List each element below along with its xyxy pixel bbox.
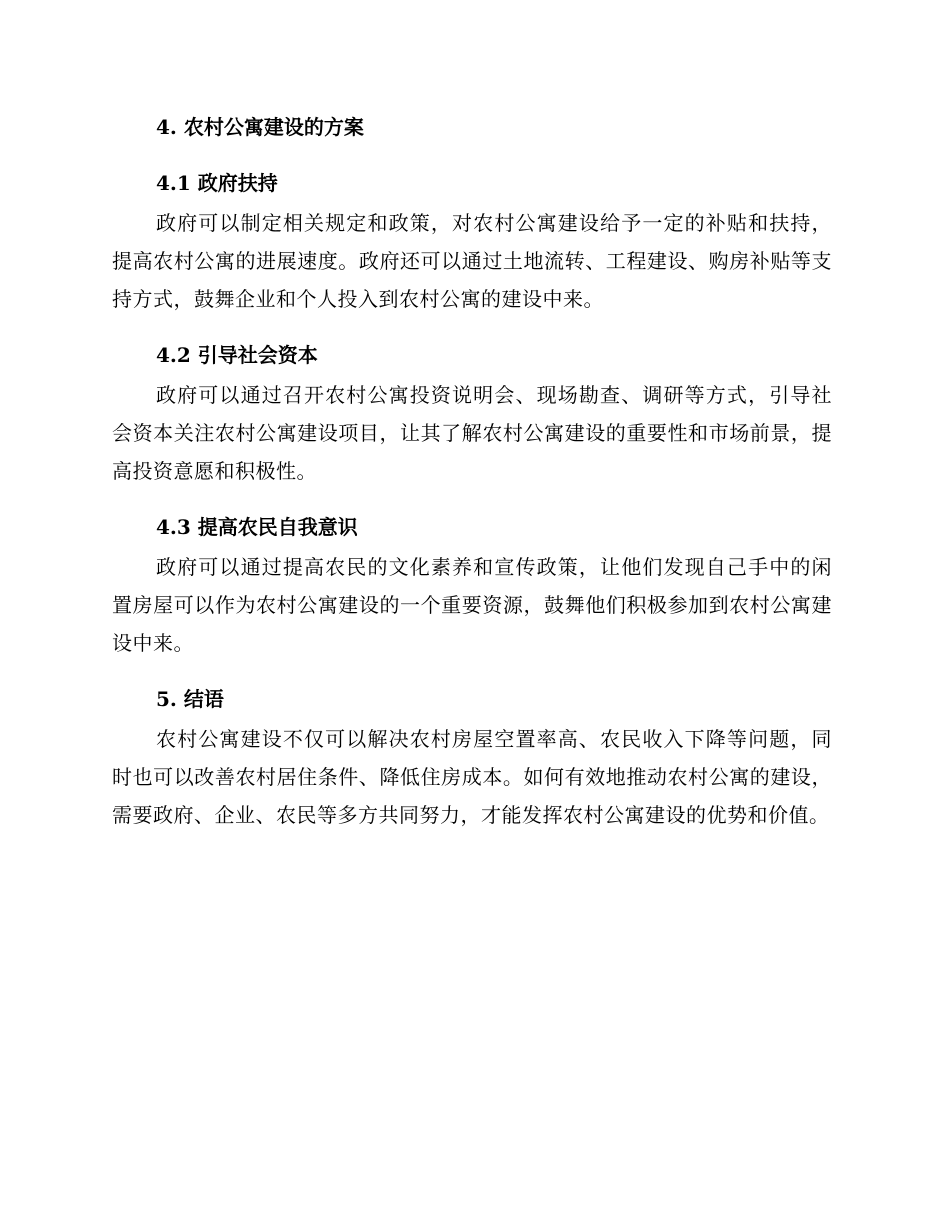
section-heading-4: 4. 农村公寓建设的方案 [156,115,364,139]
section-heading-4-2: 4.2 引导社会资本 [156,343,318,367]
section-heading-4-1: 4.1 政府扶持 [156,171,278,195]
section-heading-5: 5. 结语 [156,687,224,711]
document-body [112,112,832,834]
section-paragraph-4-3: 政府可以通过提高农民的文化素养和宣传政策，让他们发现自己手中的闲置房屋可以作为农村公寓建设的一个重要资源，鼓舞他们积极参加到农村公寓建设中来。 [112,555,832,655]
section-heading-4-3: 4.3 提高农民自我意识 [156,515,358,539]
section-paragraph-4-2: 政府可以通过召开农村公寓投资说明会、现场勘查、调研等方式，引导社会资本关注农村公寓建设项目，让其了解农村公寓建设的重要性和市场前景，提高投资意愿和积极性。 [112,383,832,483]
section-paragraph-5: 农村公寓建设不仅可以解决农村房屋空置率高、农民收入下降等问题，同时也可以改善农村居住条件、降低住房成本。如何有效地推动农村公寓的建设，需要政府、企业、农民等多方共同努力，才能发挥农村公寓建设的优势和价值。 [112,727,832,827]
section-paragraph-4-1: 政府可以制定相关规定和政策，对农村公寓建设给予一定的补贴和扶持，提高农村公寓的进展速度。政府还可以通过土地流转、工程建设、购房补贴等支持方式，鼓舞企业和个人投入到农村公寓的建设中来。 [112,211,832,311]
